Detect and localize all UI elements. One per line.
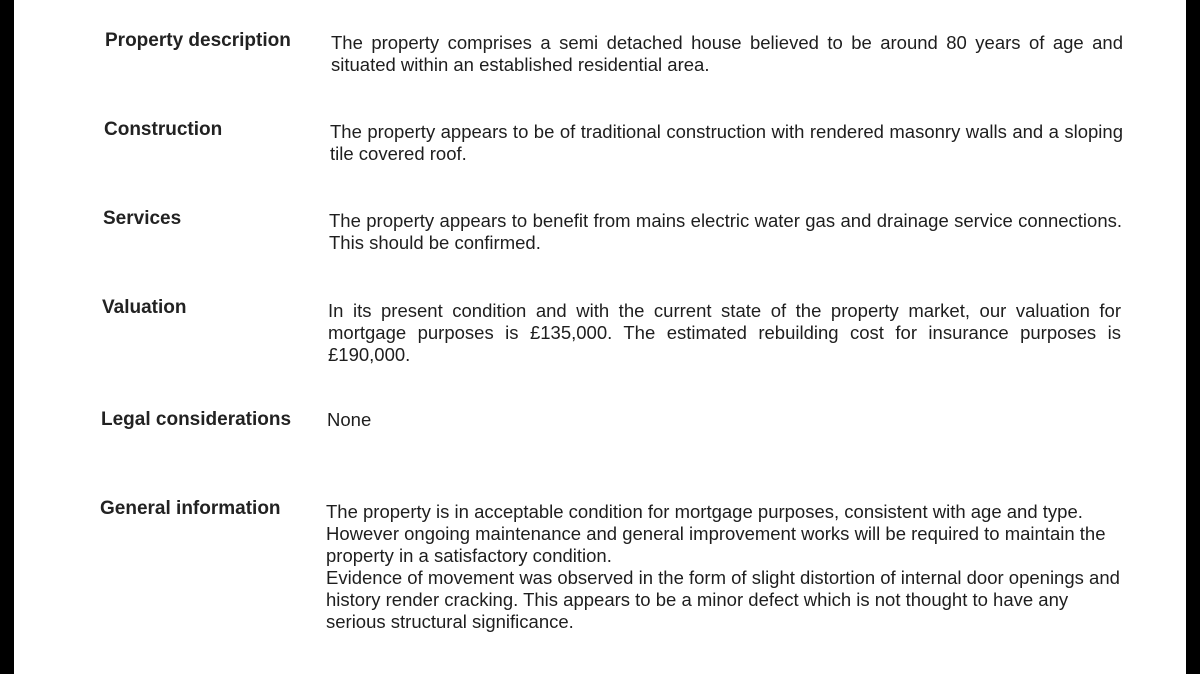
document-page [14,0,1186,674]
paragraph: None [327,409,372,430]
section-text [331,32,1123,76]
section-text [330,121,1123,165]
section-text [326,501,1126,633]
paragraph: In its present condition and with the current state of the property market, our valuation for mortgage purposes is £135,000. The estimated rebuilding cost for insurance purposes is £190,000. [328,300,1121,365]
section-text [329,210,1122,254]
section-label: Services [103,208,182,229]
paragraph: The property comprises a semi detached house believed to be around 80 years of age and situated within an established residential area. [331,32,1123,75]
section-text [327,409,1120,431]
section-label: Legal considerations [101,409,292,430]
section-label: Construction [104,119,223,140]
section-label: Property description [105,30,291,51]
section-text [328,300,1121,366]
section-label: General information [100,498,281,519]
paragraph: The property is in acceptable condition for mortgage purposes, consistent with age and type. However ongoing maintenance and general improvement works will be required to maintain the property in a satisfactory condition. [326,501,1106,566]
paragraph: The property appears to benefit from mains electric water gas and drainage service connections. This should be confirmed. [329,210,1122,253]
paragraph: Evidence of movement was observed in the form of slight distortion of internal door openings and history render cracking. This appears to be a minor defect which is not thought to have any serious structural significance. [326,567,1120,632]
paragraph: The property appears to be of traditional construction with rendered masonry walls and a sloping tile covered roof. [330,121,1123,164]
section-label: Valuation [102,297,187,318]
